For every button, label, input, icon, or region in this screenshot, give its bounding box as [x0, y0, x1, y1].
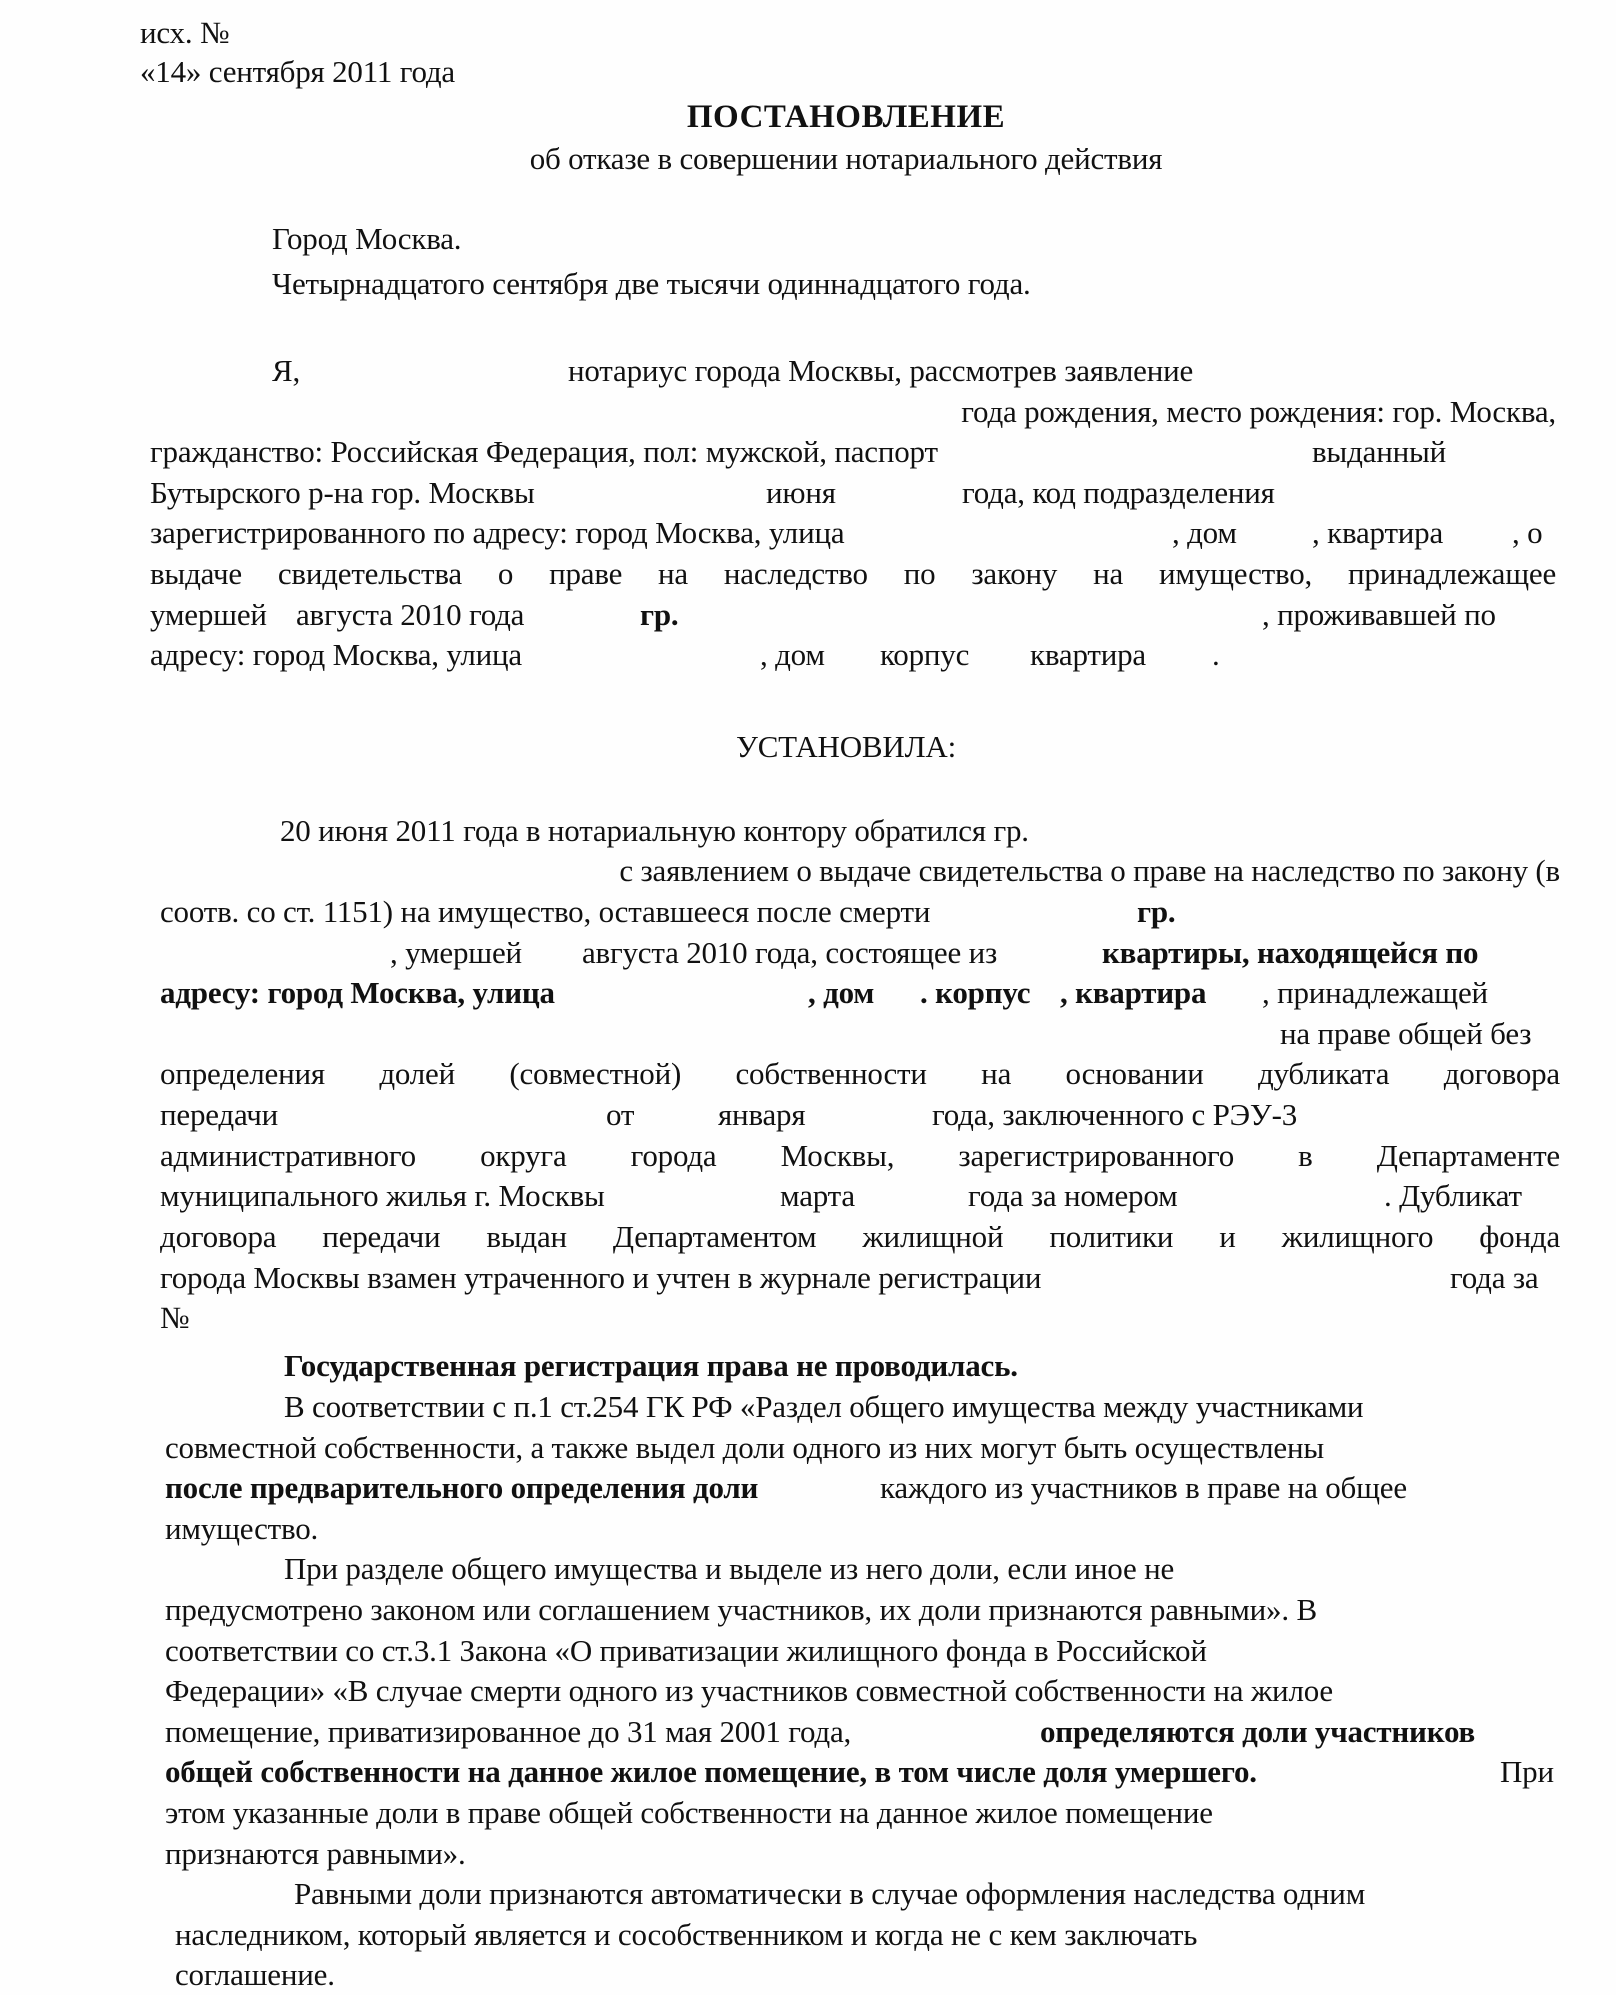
- text-line: , принадлежащей: [1262, 975, 1488, 1010]
- text-line: , дом: [1172, 515, 1237, 550]
- text-line: определения долей (совместной) собственности на основании дубликата договора: [160, 1056, 1560, 1091]
- text-line: 20 июня 2011 года в нотариальную контору обратился гр.: [280, 813, 1029, 848]
- text-line: определяются доли участников: [1040, 1714, 1476, 1749]
- text-line: .: [1212, 637, 1220, 672]
- text-line: умершей: [150, 597, 267, 632]
- text-line: года, код подразделения: [962, 475, 1275, 510]
- place-line: Город Москва.: [272, 221, 462, 256]
- text-line: года за: [1450, 1260, 1539, 1295]
- text-line: , умершей: [390, 935, 522, 970]
- text-line: на праве общей без: [1280, 1016, 1532, 1051]
- text-line: Федерации» «В случае смерти одного из участников совместной собственности на жилое: [165, 1673, 1333, 1708]
- text-line: , проживавшей по: [1262, 597, 1496, 632]
- date-in-words: Четырнадцатого сентября две тысячи одиннадцатого года.: [272, 266, 1031, 301]
- text-line: наследником, который является и сособственником и когда не с кем заключать: [175, 1917, 1198, 1952]
- text-line: гр.: [640, 597, 679, 632]
- text-line: от: [606, 1097, 635, 1132]
- text-line: квартиры, находящейся по: [1102, 935, 1479, 970]
- text-line: , квартира: [1312, 515, 1444, 550]
- established-heading: УСТАНОВИЛА:: [735, 729, 957, 764]
- text-line: . Дубликат: [1384, 1178, 1522, 1213]
- text-line: помещение, приватизированное до 31 мая 2001 года,: [165, 1714, 852, 1749]
- text-line: . корпус: [920, 975, 1031, 1010]
- text-line: муниципального жилья г. Москвы: [160, 1178, 605, 1213]
- text-line: августа 2010 года, состоящее из: [582, 935, 998, 970]
- text-line: года, заключенного с РЭУ-3: [932, 1097, 1298, 1132]
- text-line: , дом: [760, 637, 825, 672]
- text-line: выданный: [1312, 434, 1446, 469]
- document-subtitle: об отказе в совершении нотариального действия: [529, 141, 1163, 176]
- text-line: с заявлением о выдаче свидетельства о праве на наследство по закону (в: [619, 853, 1560, 888]
- text-line: предусмотрено законом или соглашением участников, их доли признаются равными». В: [165, 1592, 1317, 1627]
- text-line: квартира: [1030, 637, 1146, 672]
- text-line: зарегистрированного по адресу: город Москва, улица: [150, 515, 845, 550]
- text-line: нотариус города Москвы, рассмотрев заявление: [568, 353, 1194, 388]
- text-line: корпус: [880, 637, 970, 672]
- text-line: В соответствии с п.1 ст.254 ГК РФ «Раздел общего имущества между участниками: [284, 1389, 1364, 1424]
- document-date: «14» сентября 2011 года: [140, 54, 455, 89]
- text-line: договора передачи выдан Департаментом жилищной политики и жилищного фонда: [160, 1219, 1560, 1254]
- text-line: гр.: [1137, 894, 1176, 929]
- text-line: марта: [780, 1178, 855, 1213]
- text-line: При разделе общего имущества и выделе из него доли, если иное не: [284, 1551, 1175, 1586]
- text-line: общей собственности на данное жилое помещение, в том числе доля умершего.: [165, 1754, 1257, 1789]
- text-line: каждого из участников в праве на общее: [880, 1470, 1407, 1505]
- text-line: соответствии со ст.3.1 Закона «О приватизации жилищного фонда в Российской: [165, 1633, 1207, 1668]
- text-line: этом указанные доли в праве общей собственности на данное жилое помещение: [165, 1795, 1213, 1830]
- text-line: передачи: [160, 1097, 279, 1132]
- text-line: выдаче свидетельства о праве на наследство по закону на имущество, принадлежащее: [150, 556, 1556, 591]
- text-line: Бутырского р-на гор. Москвы: [150, 475, 535, 510]
- text-line: января: [718, 1097, 806, 1132]
- text-line: административного округа города Москвы, зарегистрированного в Департаменте: [160, 1138, 1560, 1173]
- text-line: , дом: [808, 975, 875, 1010]
- text-line: признаются равными».: [165, 1836, 466, 1871]
- text-line: августа 2010 года: [296, 597, 525, 632]
- text-line: года рождения, место рождения: гор. Москва,: [961, 394, 1556, 429]
- text-line: адресу: город Москва, улица: [150, 637, 522, 672]
- outgoing-number-label: исх. №: [140, 15, 230, 50]
- text-line: соглашение.: [175, 1957, 335, 1992]
- text-line: соотв. со ст. 1151) на имущество, оставшееся после смерти: [160, 894, 931, 929]
- text-line: года за номером: [968, 1178, 1178, 1213]
- document-title: ПОСТАНОВЛЕНИЕ: [686, 99, 1006, 135]
- text-line: города Москвы взамен утраченного и учтен в журнале регистрации: [160, 1260, 1042, 1295]
- text-line: после предварительного определения доли: [165, 1470, 759, 1505]
- text-line: имущество.: [165, 1511, 319, 1546]
- registration-note: Государственная регистрация права не проводилась.: [284, 1348, 1018, 1383]
- text-line: июня: [766, 475, 836, 510]
- text-line: Я,: [272, 353, 301, 388]
- text-line: , о: [1512, 515, 1543, 550]
- text-line: №: [160, 1300, 190, 1335]
- text-line: , квартира: [1060, 975, 1207, 1010]
- text-line: Равными доли признаются автоматически в случае оформления наследства одним: [294, 1876, 1366, 1911]
- text-line: При: [1500, 1754, 1554, 1789]
- text-line: адресу: город Москва, улица: [160, 975, 555, 1010]
- text-line: гражданство: Российская Федерация, пол: мужской, паспорт: [150, 434, 938, 469]
- text-line: совместной собственности, а также выдел доли одного из них могут быть осуществлены: [165, 1430, 1324, 1465]
